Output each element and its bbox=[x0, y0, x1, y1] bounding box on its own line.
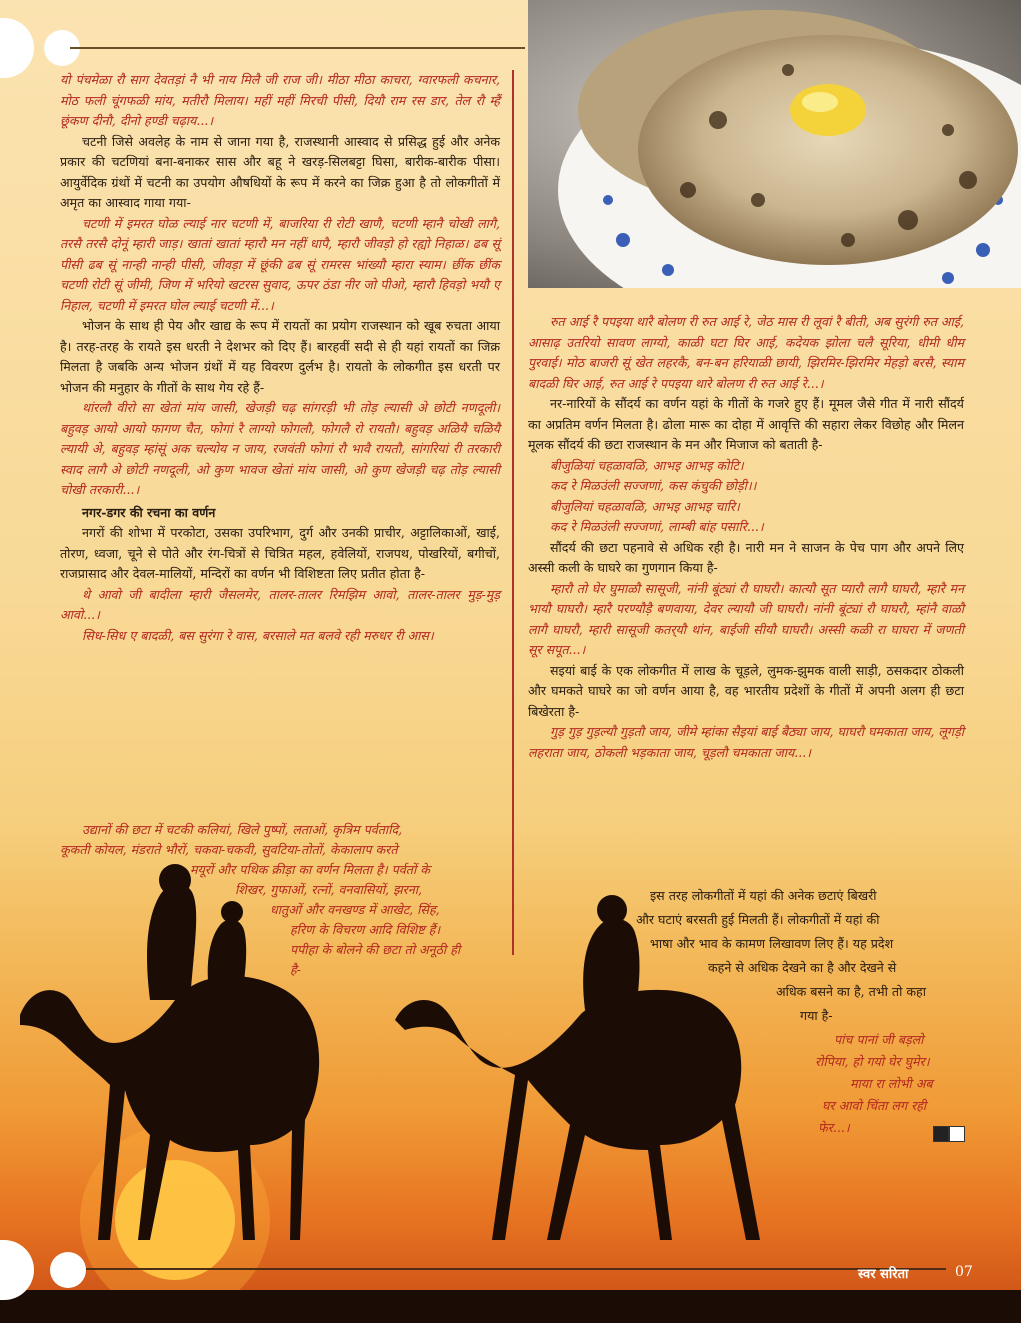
front-roti bbox=[638, 35, 1018, 265]
left-tail-line: मयूरों और पथिक क्रीड़ा का वर्णन मिलता है। पर्वतों के bbox=[190, 862, 430, 877]
rider-1 bbox=[147, 884, 196, 1000]
top-rule bbox=[70, 47, 525, 49]
closing-verse-line: पांच पानां जी बड़लो bbox=[834, 1032, 924, 1047]
rider-2 bbox=[208, 919, 246, 995]
verse-gudlyo: गुड़ गुड़ गुड़ल्यौ गुड़तौ जाय, जीमे म्हांका सैइयां बाई बैठ्या जाय, घाघरौ घमकाता जाय, लूगड़ी लहराता जाय, ठोकली भड़काता जाय, चूड़लौ चमकाता जाय...। bbox=[528, 724, 964, 760]
verse-badli: सिध-सिध ए बादळी, बस सुरंगा रे वास, बरसाले मत बलवे रही मरुधर री आस। bbox=[82, 627, 434, 643]
closing-verse-line: माया रा लोभी अब bbox=[850, 1076, 933, 1091]
couplet-line: बीजुळियां चहळावळि, आभइ आभइ कोटि। bbox=[550, 457, 744, 473]
verse-panchmela: यो पंचमेळा रौ साग देवतड़ां नै भी नाय मिलै जी राज जी। मीठा मीठा काचरा, ग्वारफली कचनार, मोठ फली चूंगफळी मांय, मतीरौ मिलाय। महीं महीं मिरची पीसी, दियौ राम रस डार, तेल रौ म्हैं छूंकण दीनौ, दीनो हण्डी चढ़ाय...। bbox=[60, 72, 500, 128]
left-tail-line: शिखर, गुफाओं, रत्नों, वनवासियों, झरना, bbox=[235, 882, 423, 897]
right-column bbox=[528, 312, 964, 763]
verse-papiya: रुत आई रै पपइया थारै बोलण री रुत आई रे, जेठ मास री लूवां रै बीती, अब सुरंगी रुत आई, आसाढ़ उतरियो सावण लाग्यो, काळी घटा घिर आई, कदेयक झोला चलै सूरिया, धीमी धीम पुरवाई। मोठ बाजरी सूं खेत लहरकै, बन-बन हरियाळी छायी, झिरमिर-झिरमिर मेहड़ो बरसै, स्याम बादळी घिर आई, रुत आई रे पपइया थारे बोलण री रुत आई रे...। bbox=[528, 314, 964, 391]
closing-line: इस तरह लोकगीतों में यहां की अनेक छटाएं बिखरी bbox=[650, 888, 877, 903]
para-nagar: नगरों की शोभा में परकोटा, उसका उपरिभाग, दुर्ग और उनकी प्राचीर, अट्टालिकाओं, खाई, तोरण, ध्वजा, चूने से पोते और रंग-चित्रों से चित्रित महल, हवेलियों, राजपथ, पोखरियों, बगीचों, राजप्रासाद और देवल-मालियों, मन्दिरों का वर्णन भी विशिष्टता लिए प्रतीत होता है- bbox=[60, 525, 500, 581]
closing-line: कहने से अधिक देखने का है और देखने से bbox=[708, 960, 897, 975]
closing-line: और घटाएं बरसती हुई मिलती हैं। लोकगीतों में यहां की bbox=[636, 912, 880, 927]
bajra-roti-photo bbox=[528, 0, 1021, 288]
left-column bbox=[60, 70, 500, 646]
closing-verse-line: घर आवो चिंता लग रही bbox=[822, 1098, 927, 1113]
verse-chatni: चटणी में इमरत घोळ ल्याई नार चटणी में, बाजरिया री रोटी खाणै, चटणी म्हानै चोखी लागै, तरसै तरसै दोनूं म्हारी जाड़। खातां खातां म्हारौ मन नहीं धापै, म्हारौ जीवड़ो हो रह्यो निहाळ। ढब सूं पीसी ढब सूं नान्ही नान्ही पीसी, जीवड़ा में छूंकी ढब सूं रामरस भांख्यौ म्हारा स्याम। छींक छींक चटणी रोटी सूं जीमी, जिण में भरियो खटरस सुवाद, ऊपर ठंडा नीर जो पीओ, म्हारौ हिवड़ो भयौ ए निहाल, चटणी में इमरत घोल ल्याई चटणी में...। bbox=[60, 215, 500, 313]
verse-ghaghra: म्हारौ तो घेर घुमाळौ सासूजी, नांनी बूंट्यां रौ घाघरौ। कात्यौ सूत प्यारौ लागै घाघरौ, म्हारै मन भायौ घाघरौ। म्हारै परण्यौड़ै बणवाया, देवर ल्यायौ जी घाघरौ। नांनी बूंट्यां रौ घाघरौ, म्हांनै वाळौ लागै घाघरौ, म्हारी सासूजी कतर्‌यौ थांन, बाईजी सीयौ घाघरौ। अस्सी कळी रा घाघरा में जणती सूर सपूत...। bbox=[528, 580, 964, 657]
para-saiyan-bai: सइयां बाई के एक लोकगीत में लाख के चूड़ले, लुमक-झुमक वाली साड़ी, ठसकदार ठोकली और घमकते घाघरे का जो वर्णन आया है, वह भारतीय प्रदेशों के गीतों में अपनी अलग ही छटा बिखेरता है- bbox=[528, 662, 964, 719]
closing-verse-line: रोपिया, हो गयो घेर घुमेर। bbox=[815, 1054, 930, 1069]
bottom-rule bbox=[86, 1268, 946, 1270]
left-tail-line: उद्यानों की छटा में चटकी कलियां, खिले पुष्पों, लताओं, कृत्रिम पर्वतादि, bbox=[82, 822, 403, 837]
closing-line: भाषा और भाव के कामण लिखावण लिए हैं। यह प्रदेश bbox=[650, 936, 894, 951]
verse-raita: थांरलौ वीरो सा खेतां मांय जासी, खेजड़ी चढ़ सांगरड़ी भी तोड़ ल्यासी अे छोटी नणदूली। बहुवड़ आयो आयो फागण चैत, फोगां रै लाग्यो फोगलौ, फोगलै रो रायतौ। बहुवड़ अळियै चळियै ल्यायी अे, बहुवड़ म्हांसूं अक चल्योय न जाय, रजवंती फोगां रौ भावै रायतौ, सांगरियां री तरकारी स्वाद लागै अे छोटी नणदूली, ओ कुण भावज खेतां मांय जासी, ओ कुण खेजड़ी चढ़ तोड़ ल्यासी चोखी तरकारी...। bbox=[60, 400, 500, 497]
para-ghaghra: सौंदर्य की छटा पहनावे से अधिक रही है। नारी मन ने साजन के पेच पाग और अपने लिए अस्सी कली के घाघरे का गुणगान किया है- bbox=[528, 539, 964, 575]
couplet-line: बीजुलियां चहळावळि, आभइ आभइ चारि। bbox=[550, 498, 740, 514]
camel-right bbox=[395, 990, 760, 1240]
magazine-name: स्वर सरिता bbox=[858, 1267, 909, 1282]
end-mark-dark bbox=[933, 1126, 949, 1142]
left-tail-line: धातुओं और वनखण्ड में आखेट, सिंह, bbox=[270, 902, 440, 917]
rider-1-head bbox=[159, 864, 191, 896]
closing-line: गया है- bbox=[800, 1008, 833, 1023]
para-chatni: चटनी जिसे अवलेह के नाम से जाना गया है, राजस्थानी आस्वाद से प्रसिद्ध हुई और अनेक प्रकार की चटणियां बना-बनाकर सास और बहू ने खरड़-सिलबट्टा घिसा, बारीक-बारीक पीसा। आयुर्वेदिक ग्रंथों में चटनी का उपयोग औषधियों के रूप में करने का जिक्र हुआ है तो लोकगीतों में अमृत का आस्वाद गाया गया- bbox=[60, 133, 500, 210]
closing-verse-line: फेर...। bbox=[818, 1120, 850, 1135]
roti-plate-illustration bbox=[528, 0, 1021, 288]
para-saundarya: नर-नारियों के सौंदर्य का वर्णन यहां के गीतों के गजरे हुए हैं। मूमल जैसे गीत में नारी सौंदर्य का अप्रतिम वर्णन मिलता है। ढोला मारू का दोहा में आवृत्ति की सहारा लेकर विछोह और मिलन मूलक सौंदर्य की छटा राजस्थान के मन और मिजाज को बताती है- bbox=[528, 396, 964, 452]
page-edge-dot-top bbox=[0, 18, 34, 78]
left-tail-line: पपीहा के बोलने की छटा तो अनूठी ही bbox=[290, 942, 461, 957]
verse-jaisalmer: थे आवो जी बादीला म्हारी जैसलमेर, तालर-तालर रिमझिम आवो, तालर-तालर मुड़-मुड़ आवो...। bbox=[60, 586, 500, 622]
end-mark-light bbox=[949, 1126, 965, 1142]
left-tail-line: है- bbox=[290, 962, 301, 977]
rider-3-head bbox=[597, 895, 627, 925]
section-heading-nagar: नगर-डगर की रचना का वर्णन bbox=[82, 504, 216, 520]
rule-dot-bottom bbox=[50, 1252, 86, 1288]
left-tail-line: हरिण के विचरण आदि विशिष्ट हैं। bbox=[290, 922, 441, 937]
page-number: 07 bbox=[955, 1264, 973, 1280]
couplet-line: कद रे मिळउंली सज्जणां, कस कंचुकी छोड़ी।। bbox=[550, 478, 757, 493]
left-tail-line: कूकती कोयल, मंडराते भौरों, चकवा-चकवी, सुवटिया-तोतों, केकालाप करते bbox=[60, 842, 398, 857]
closing-line: अधिक बसने का है, तभी तो कहा bbox=[776, 984, 926, 999]
para-raita: भोजन के साथ ही पेय और खाद्य के रूप में रायतों का प्रयोग राजस्थान को खूब रुचता आया है। तरह-तरह के रायते इस धरती ने देशभर को दिए हैं। बारहवीं सदी से ही यहां रायतों का जिक्र मिलता है जबकि अन्य भोजन ग्रंथों में यह विवरण दुर्लभ है। रायतो के लोकगीत इस धरती पर भोजन की मनुहार के गीतों के साथ गेय रहे हैं- bbox=[60, 318, 500, 395]
rider-3 bbox=[583, 919, 639, 1010]
couplet-line: कद रे मिळउंली सज्जणां, लाम्बी बांह पसारि...। bbox=[550, 519, 764, 534]
rider-2-head bbox=[221, 901, 243, 923]
